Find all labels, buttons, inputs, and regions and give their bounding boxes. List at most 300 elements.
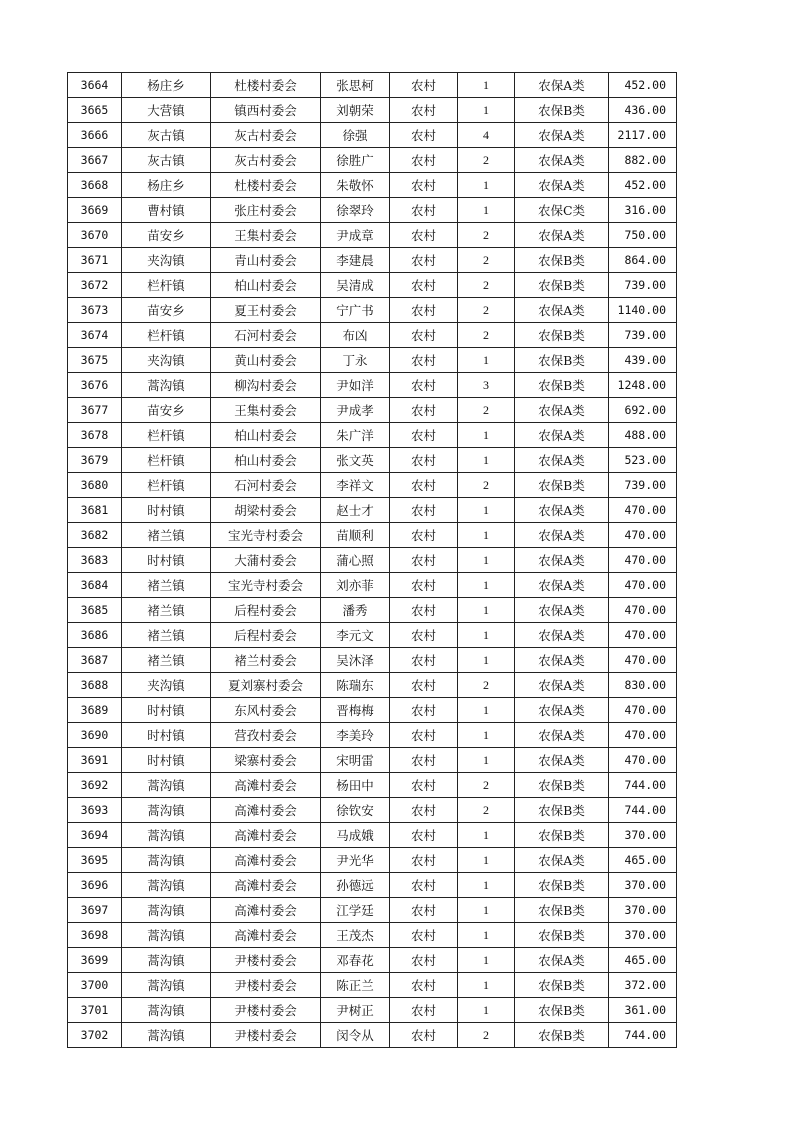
amount-cell: 436.00 — [609, 98, 677, 123]
table-row — [68, 348, 677, 373]
township-cell: 杨庄乡 — [122, 173, 211, 198]
household-size-cell: 1 — [458, 523, 515, 548]
insurance-category-cell: 农保A类 — [515, 123, 609, 148]
insurance-category-cell: 农保A类 — [515, 848, 609, 873]
table-row — [68, 298, 677, 323]
area-type-cell: 农村 — [390, 348, 458, 373]
name-cell: 宋明雷 — [321, 748, 390, 773]
table-row — [68, 723, 677, 748]
serial-number-cell: 3681 — [68, 498, 122, 523]
name-cell: 李祥文 — [321, 473, 390, 498]
name-cell: 朱广洋 — [321, 423, 390, 448]
serial-number-cell: 3666 — [68, 123, 122, 148]
serial-number-cell: 3680 — [68, 473, 122, 498]
village-committee-cell: 尹楼村委会 — [211, 998, 321, 1023]
name-cell: 潘秀 — [321, 598, 390, 623]
serial-number-cell: 3679 — [68, 448, 122, 473]
name-cell: 宁广书 — [321, 298, 390, 323]
amount-cell: 470.00 — [609, 523, 677, 548]
insurance-category-cell: 农保A类 — [515, 573, 609, 598]
household-size-cell: 2 — [458, 473, 515, 498]
township-cell: 蒿沟镇 — [122, 948, 211, 973]
village-committee-cell: 柳沟村委会 — [211, 373, 321, 398]
serial-number-cell: 3682 — [68, 523, 122, 548]
area-type-cell: 农村 — [390, 698, 458, 723]
table-row — [68, 248, 677, 273]
name-cell: 尹光华 — [321, 848, 390, 873]
amount-cell: 370.00 — [609, 873, 677, 898]
area-type-cell: 农村 — [390, 123, 458, 148]
serial-number-cell: 3696 — [68, 873, 122, 898]
amount-cell: 739.00 — [609, 473, 677, 498]
name-cell: 尹树正 — [321, 998, 390, 1023]
insurance-category-cell: 农保A类 — [515, 173, 609, 198]
area-type-cell: 农村 — [390, 473, 458, 498]
insurance-category-cell: 农保A类 — [515, 73, 609, 98]
table-row — [68, 748, 677, 773]
household-size-cell: 1 — [458, 423, 515, 448]
name-cell: 孙德远 — [321, 873, 390, 898]
household-size-cell: 1 — [458, 698, 515, 723]
name-cell: 吴清成 — [321, 273, 390, 298]
serial-number-cell: 3695 — [68, 848, 122, 873]
table-row — [68, 998, 677, 1023]
serial-number-cell: 3691 — [68, 748, 122, 773]
area-type-cell: 农村 — [390, 73, 458, 98]
household-size-cell: 1 — [458, 923, 515, 948]
village-committee-cell: 柏山村委会 — [211, 448, 321, 473]
village-committee-cell: 柏山村委会 — [211, 423, 321, 448]
serial-number-cell: 3685 — [68, 598, 122, 623]
township-cell: 灰古镇 — [122, 148, 211, 173]
amount-cell: 1140.00 — [609, 298, 677, 323]
amount-cell: 470.00 — [609, 648, 677, 673]
village-committee-cell: 高滩村委会 — [211, 773, 321, 798]
township-cell: 栏杆镇 — [122, 473, 211, 498]
serial-number-cell: 3677 — [68, 398, 122, 423]
amount-cell: 470.00 — [609, 698, 677, 723]
township-cell: 苗安乡 — [122, 398, 211, 423]
amount-cell: 361.00 — [609, 998, 677, 1023]
household-size-cell: 2 — [458, 298, 515, 323]
village-committee-cell: 夏王村委会 — [211, 298, 321, 323]
household-size-cell: 1 — [458, 973, 515, 998]
serial-number-cell: 3664 — [68, 73, 122, 98]
insurance-category-cell: 农保B类 — [515, 473, 609, 498]
township-cell: 灰古镇 — [122, 123, 211, 148]
village-committee-cell: 灰古村委会 — [211, 148, 321, 173]
name-cell: 尹成孝 — [321, 398, 390, 423]
table-row — [68, 973, 677, 998]
name-cell: 张文英 — [321, 448, 390, 473]
serial-number-cell: 3701 — [68, 998, 122, 1023]
area-type-cell: 农村 — [390, 248, 458, 273]
amount-cell: 488.00 — [609, 423, 677, 448]
serial-number-cell: 3689 — [68, 698, 122, 723]
household-size-cell: 3 — [458, 373, 515, 398]
serial-number-cell: 3668 — [68, 173, 122, 198]
village-committee-cell: 高滩村委会 — [211, 823, 321, 848]
insurance-category-cell: 农保B类 — [515, 923, 609, 948]
amount-cell: 465.00 — [609, 848, 677, 873]
area-type-cell: 农村 — [390, 748, 458, 773]
insurance-category-cell: 农保B类 — [515, 98, 609, 123]
name-cell: 陈正兰 — [321, 973, 390, 998]
table-row — [68, 823, 677, 848]
area-type-cell: 农村 — [390, 673, 458, 698]
serial-number-cell: 3673 — [68, 298, 122, 323]
name-cell: 杨田中 — [321, 773, 390, 798]
table-row — [68, 648, 677, 673]
village-committee-cell: 王集村委会 — [211, 398, 321, 423]
amount-cell: 439.00 — [609, 348, 677, 373]
township-cell: 时村镇 — [122, 748, 211, 773]
insurance-category-cell: 农保A类 — [515, 448, 609, 473]
village-committee-cell: 夏刘寨村委会 — [211, 673, 321, 698]
amount-cell: 370.00 — [609, 923, 677, 948]
household-size-cell: 2 — [458, 323, 515, 348]
area-type-cell: 农村 — [390, 573, 458, 598]
serial-number-cell: 3702 — [68, 1023, 122, 1048]
household-size-cell: 1 — [458, 748, 515, 773]
amount-cell: 830.00 — [609, 673, 677, 698]
township-cell: 大营镇 — [122, 98, 211, 123]
insurance-category-cell: 农保A类 — [515, 673, 609, 698]
amount-cell: 2117.00 — [609, 123, 677, 148]
table-row — [68, 73, 677, 98]
amount-cell: 744.00 — [609, 1023, 677, 1048]
household-size-cell: 1 — [458, 898, 515, 923]
township-cell: 杨庄乡 — [122, 73, 211, 98]
household-size-cell: 1 — [458, 73, 515, 98]
amount-cell: 864.00 — [609, 248, 677, 273]
village-committee-cell: 高滩村委会 — [211, 848, 321, 873]
area-type-cell: 农村 — [390, 998, 458, 1023]
township-cell: 蒿沟镇 — [122, 923, 211, 948]
township-cell: 时村镇 — [122, 723, 211, 748]
amount-cell: 882.00 — [609, 148, 677, 173]
serial-number-cell: 3693 — [68, 798, 122, 823]
amount-cell: 692.00 — [609, 398, 677, 423]
table-row — [68, 448, 677, 473]
area-type-cell: 农村 — [390, 198, 458, 223]
name-cell: 蒲心照 — [321, 548, 390, 573]
serial-number-cell: 3669 — [68, 198, 122, 223]
area-type-cell: 农村 — [390, 648, 458, 673]
name-cell: 尹成章 — [321, 223, 390, 248]
insurance-category-cell: 农保B类 — [515, 348, 609, 373]
township-cell: 蒿沟镇 — [122, 998, 211, 1023]
insurance-category-cell: 农保B类 — [515, 323, 609, 348]
name-cell: 陈瑞东 — [321, 673, 390, 698]
amount-cell: 372.00 — [609, 973, 677, 998]
name-cell: 晋梅梅 — [321, 698, 390, 723]
township-cell: 蒿沟镇 — [122, 848, 211, 873]
village-committee-cell: 杜楼村委会 — [211, 173, 321, 198]
household-size-cell: 1 — [458, 948, 515, 973]
village-committee-cell: 高滩村委会 — [211, 873, 321, 898]
table-row — [68, 323, 677, 348]
township-cell: 时村镇 — [122, 548, 211, 573]
household-size-cell: 1 — [458, 173, 515, 198]
village-committee-cell: 柏山村委会 — [211, 273, 321, 298]
table-row — [68, 498, 677, 523]
table-row — [68, 398, 677, 423]
township-cell: 蒿沟镇 — [122, 798, 211, 823]
table-body — [68, 73, 677, 1048]
area-type-cell: 农村 — [390, 623, 458, 648]
name-cell: 吴沐泽 — [321, 648, 390, 673]
serial-number-cell: 3676 — [68, 373, 122, 398]
table-row — [68, 98, 677, 123]
amount-cell: 370.00 — [609, 898, 677, 923]
name-cell: 尹如洋 — [321, 373, 390, 398]
insurance-category-cell: 农保A类 — [515, 648, 609, 673]
table-row — [68, 123, 677, 148]
household-size-cell: 1 — [458, 98, 515, 123]
household-size-cell: 2 — [458, 773, 515, 798]
household-size-cell: 4 — [458, 123, 515, 148]
village-committee-cell: 后程村委会 — [211, 623, 321, 648]
township-cell: 蒿沟镇 — [122, 773, 211, 798]
household-size-cell: 2 — [458, 273, 515, 298]
insurance-category-cell: 农保B类 — [515, 373, 609, 398]
household-size-cell: 1 — [458, 998, 515, 1023]
serial-number-cell: 3667 — [68, 148, 122, 173]
table-row — [68, 223, 677, 248]
insurance-category-cell: 农保B类 — [515, 1023, 609, 1048]
township-cell: 时村镇 — [122, 498, 211, 523]
township-cell: 栏杆镇 — [122, 423, 211, 448]
village-committee-cell: 尹楼村委会 — [211, 973, 321, 998]
household-size-cell: 1 — [458, 623, 515, 648]
name-cell: 李建晨 — [321, 248, 390, 273]
table-row — [68, 273, 677, 298]
serial-number-cell: 3687 — [68, 648, 122, 673]
serial-number-cell: 3699 — [68, 948, 122, 973]
serial-number-cell: 3671 — [68, 248, 122, 273]
insurance-category-cell: 农保A类 — [515, 748, 609, 773]
township-cell: 苗安乡 — [122, 298, 211, 323]
township-cell: 褚兰镇 — [122, 523, 211, 548]
insurance-category-cell: 农保B类 — [515, 248, 609, 273]
name-cell: 李元文 — [321, 623, 390, 648]
serial-number-cell: 3686 — [68, 623, 122, 648]
household-size-cell: 1 — [458, 823, 515, 848]
township-cell: 蒿沟镇 — [122, 973, 211, 998]
amount-cell: 744.00 — [609, 798, 677, 823]
area-type-cell: 农村 — [390, 898, 458, 923]
insurance-category-cell: 农保B类 — [515, 898, 609, 923]
insurance-category-cell: 农保A类 — [515, 223, 609, 248]
amount-cell: 739.00 — [609, 323, 677, 348]
village-committee-cell: 东风村委会 — [211, 698, 321, 723]
village-committee-cell: 后程村委会 — [211, 598, 321, 623]
village-committee-cell: 梁寨村委会 — [211, 748, 321, 773]
table-row — [68, 948, 677, 973]
village-committee-cell: 宝光寺村委会 — [211, 523, 321, 548]
household-size-cell: 1 — [458, 198, 515, 223]
household-size-cell: 2 — [458, 248, 515, 273]
household-size-cell: 1 — [458, 548, 515, 573]
area-type-cell: 农村 — [390, 148, 458, 173]
area-type-cell: 农村 — [390, 298, 458, 323]
name-cell: 苗顺利 — [321, 523, 390, 548]
insurance-category-cell: 农保B类 — [515, 973, 609, 998]
insurance-category-cell: 农保A类 — [515, 423, 609, 448]
village-committee-cell: 杜楼村委会 — [211, 73, 321, 98]
amount-cell: 452.00 — [609, 173, 677, 198]
name-cell: 闵令从 — [321, 1023, 390, 1048]
serial-number-cell: 3672 — [68, 273, 122, 298]
insurance-category-cell: 农保B类 — [515, 998, 609, 1023]
insurance-category-cell: 农保B类 — [515, 873, 609, 898]
area-type-cell: 农村 — [390, 423, 458, 448]
insurance-category-cell: 农保A类 — [515, 148, 609, 173]
household-size-cell: 1 — [458, 848, 515, 873]
village-committee-cell: 灰古村委会 — [211, 123, 321, 148]
amount-cell: 470.00 — [609, 623, 677, 648]
area-type-cell: 农村 — [390, 523, 458, 548]
name-cell: 王茂杰 — [321, 923, 390, 948]
township-cell: 蒿沟镇 — [122, 898, 211, 923]
table-row — [68, 673, 677, 698]
household-size-cell: 2 — [458, 398, 515, 423]
area-type-cell: 农村 — [390, 373, 458, 398]
area-type-cell: 农村 — [390, 798, 458, 823]
area-type-cell: 农村 — [390, 498, 458, 523]
table-row — [68, 873, 677, 898]
insurance-category-cell: 农保A类 — [515, 698, 609, 723]
household-size-cell: 1 — [458, 723, 515, 748]
amount-cell: 470.00 — [609, 573, 677, 598]
area-type-cell: 农村 — [390, 848, 458, 873]
serial-number-cell: 3688 — [68, 673, 122, 698]
household-size-cell: 1 — [458, 573, 515, 598]
area-type-cell: 农村 — [390, 923, 458, 948]
village-committee-cell: 大蒲村委会 — [211, 548, 321, 573]
name-cell: 丁永 — [321, 348, 390, 373]
area-type-cell: 农村 — [390, 398, 458, 423]
table-row — [68, 473, 677, 498]
amount-cell: 470.00 — [609, 748, 677, 773]
household-size-cell: 1 — [458, 648, 515, 673]
township-cell: 栏杆镇 — [122, 448, 211, 473]
amount-cell: 470.00 — [609, 723, 677, 748]
table-row — [68, 598, 677, 623]
table-row — [68, 198, 677, 223]
amount-cell: 739.00 — [609, 273, 677, 298]
name-cell: 张思柯 — [321, 73, 390, 98]
household-size-cell: 2 — [458, 1023, 515, 1048]
insurance-category-cell: 农保C类 — [515, 198, 609, 223]
table-row — [68, 523, 677, 548]
area-type-cell: 农村 — [390, 548, 458, 573]
area-type-cell: 农村 — [390, 873, 458, 898]
amount-cell: 750.00 — [609, 223, 677, 248]
township-cell: 褚兰镇 — [122, 648, 211, 673]
table-row — [68, 773, 677, 798]
table-row — [68, 698, 677, 723]
table-row — [68, 373, 677, 398]
serial-number-cell: 3692 — [68, 773, 122, 798]
name-cell: 徐强 — [321, 123, 390, 148]
amount-cell: 316.00 — [609, 198, 677, 223]
insurance-category-cell: 农保A类 — [515, 598, 609, 623]
township-cell: 栏杆镇 — [122, 273, 211, 298]
serial-number-cell: 3674 — [68, 323, 122, 348]
serial-number-cell: 3670 — [68, 223, 122, 248]
table-row — [68, 848, 677, 873]
township-cell: 蒿沟镇 — [122, 823, 211, 848]
serial-number-cell: 3697 — [68, 898, 122, 923]
serial-number-cell: 3683 — [68, 548, 122, 573]
area-type-cell: 农村 — [390, 773, 458, 798]
table-row — [68, 898, 677, 923]
table-row — [68, 923, 677, 948]
area-type-cell: 农村 — [390, 598, 458, 623]
name-cell: 刘朝荣 — [321, 98, 390, 123]
village-committee-cell: 张庄村委会 — [211, 198, 321, 223]
table-row — [68, 173, 677, 198]
township-cell: 栏杆镇 — [122, 323, 211, 348]
insurance-category-cell: 农保A类 — [515, 523, 609, 548]
insurance-category-cell: 农保B类 — [515, 273, 609, 298]
village-committee-cell: 王集村委会 — [211, 223, 321, 248]
township-cell: 时村镇 — [122, 698, 211, 723]
township-cell: 蒿沟镇 — [122, 1023, 211, 1048]
area-type-cell: 农村 — [390, 323, 458, 348]
township-cell: 蒿沟镇 — [122, 873, 211, 898]
household-size-cell: 2 — [458, 148, 515, 173]
amount-cell: 523.00 — [609, 448, 677, 473]
household-size-cell: 1 — [458, 598, 515, 623]
township-cell: 夹沟镇 — [122, 248, 211, 273]
area-type-cell: 农村 — [390, 948, 458, 973]
insurance-category-cell: 农保B类 — [515, 823, 609, 848]
table-row — [68, 148, 677, 173]
insurance-category-cell: 农保A类 — [515, 548, 609, 573]
insurance-category-cell: 农保A类 — [515, 948, 609, 973]
household-size-cell: 2 — [458, 223, 515, 248]
village-committee-cell: 青山村委会 — [211, 248, 321, 273]
name-cell: 徐翠玲 — [321, 198, 390, 223]
household-size-cell: 2 — [458, 673, 515, 698]
amount-cell: 452.00 — [609, 73, 677, 98]
serial-number-cell: 3698 — [68, 923, 122, 948]
village-committee-cell: 褚兰村委会 — [211, 648, 321, 673]
name-cell: 赵士才 — [321, 498, 390, 523]
village-committee-cell: 黄山村委会 — [211, 348, 321, 373]
serial-number-cell: 3678 — [68, 423, 122, 448]
table-row — [68, 623, 677, 648]
serial-number-cell: 3665 — [68, 98, 122, 123]
name-cell: 徐钦安 — [321, 798, 390, 823]
insurance-category-cell: 农保A类 — [515, 498, 609, 523]
insurance-category-cell: 农保B类 — [515, 798, 609, 823]
insurance-category-cell: 农保A类 — [515, 623, 609, 648]
relief-recipient-table — [67, 72, 677, 1048]
area-type-cell: 农村 — [390, 973, 458, 998]
household-size-cell: 2 — [458, 798, 515, 823]
insurance-category-cell: 农保A类 — [515, 723, 609, 748]
insurance-category-cell: 农保B类 — [515, 773, 609, 798]
township-cell: 褚兰镇 — [122, 598, 211, 623]
amount-cell: 470.00 — [609, 548, 677, 573]
township-cell: 褚兰镇 — [122, 623, 211, 648]
amount-cell: 470.00 — [609, 498, 677, 523]
village-committee-cell: 营孜村委会 — [211, 723, 321, 748]
